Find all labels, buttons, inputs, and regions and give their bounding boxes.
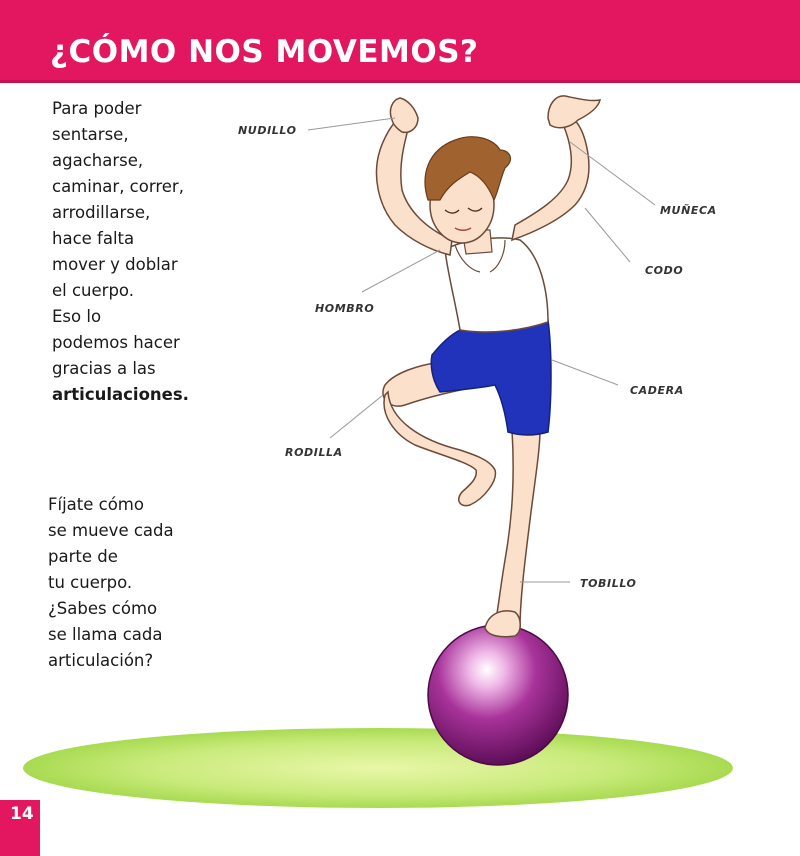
label-cadera: CADERA bbox=[630, 384, 684, 397]
raised-shin bbox=[384, 392, 495, 506]
intro-line: Eso lo bbox=[52, 307, 102, 326]
leader-hombro bbox=[362, 250, 440, 292]
page-title: ¿CÓMO NOS MOVEMOS? bbox=[50, 34, 479, 70]
question-line: ¿Sabes cómo bbox=[48, 599, 158, 618]
label-tobillo: TOBILLO bbox=[580, 577, 637, 590]
intro-line: agacharse, bbox=[52, 151, 144, 170]
intro-line: arrodillarse, bbox=[52, 203, 151, 222]
page-number-tab bbox=[0, 800, 40, 856]
label-codo: CODO bbox=[645, 264, 684, 277]
question-line: parte de bbox=[48, 547, 118, 566]
leader-nudillo bbox=[308, 118, 395, 130]
intro-line: sentarse, bbox=[52, 125, 129, 144]
question-paragraph bbox=[48, 492, 174, 674]
intro-line: gracias a las bbox=[52, 359, 156, 378]
leader-cadera bbox=[552, 360, 618, 385]
question-line: se mueve cada bbox=[48, 521, 174, 540]
question-line: tu cuerpo. bbox=[48, 573, 133, 592]
intro-keyword: articulaciones. bbox=[52, 385, 189, 404]
exercise-ball bbox=[428, 625, 568, 765]
label-muneca: MUÑECA bbox=[660, 204, 717, 217]
question-line: Fíjate cómo bbox=[48, 495, 144, 514]
right-hand bbox=[548, 96, 600, 128]
standing-leg bbox=[495, 430, 540, 628]
intro-line: podemos hacer bbox=[52, 333, 180, 352]
standing-foot bbox=[485, 611, 520, 637]
leader-rodilla bbox=[330, 395, 383, 438]
question-line: se llama cada bbox=[48, 625, 163, 644]
intro-line: Para poder bbox=[52, 99, 142, 118]
intro-line: mover y doblar bbox=[52, 255, 178, 274]
intro-line: caminar, correr, bbox=[52, 177, 184, 196]
leader-codo bbox=[585, 208, 630, 262]
intro-line: el cuerpo. bbox=[52, 281, 134, 300]
page-number: 14 bbox=[10, 804, 34, 824]
shorts bbox=[431, 320, 551, 435]
question-line: articulación? bbox=[48, 651, 154, 670]
label-hombro: HOMBRO bbox=[315, 302, 375, 315]
intro-paragraph bbox=[52, 96, 189, 408]
intro-line: hace falta bbox=[52, 229, 135, 248]
ground-shadow bbox=[23, 728, 733, 808]
label-rodilla: RODILLA bbox=[285, 446, 343, 459]
torso bbox=[445, 238, 548, 332]
right-arm bbox=[512, 118, 589, 240]
label-nudillo: NUDILLO bbox=[238, 124, 297, 137]
